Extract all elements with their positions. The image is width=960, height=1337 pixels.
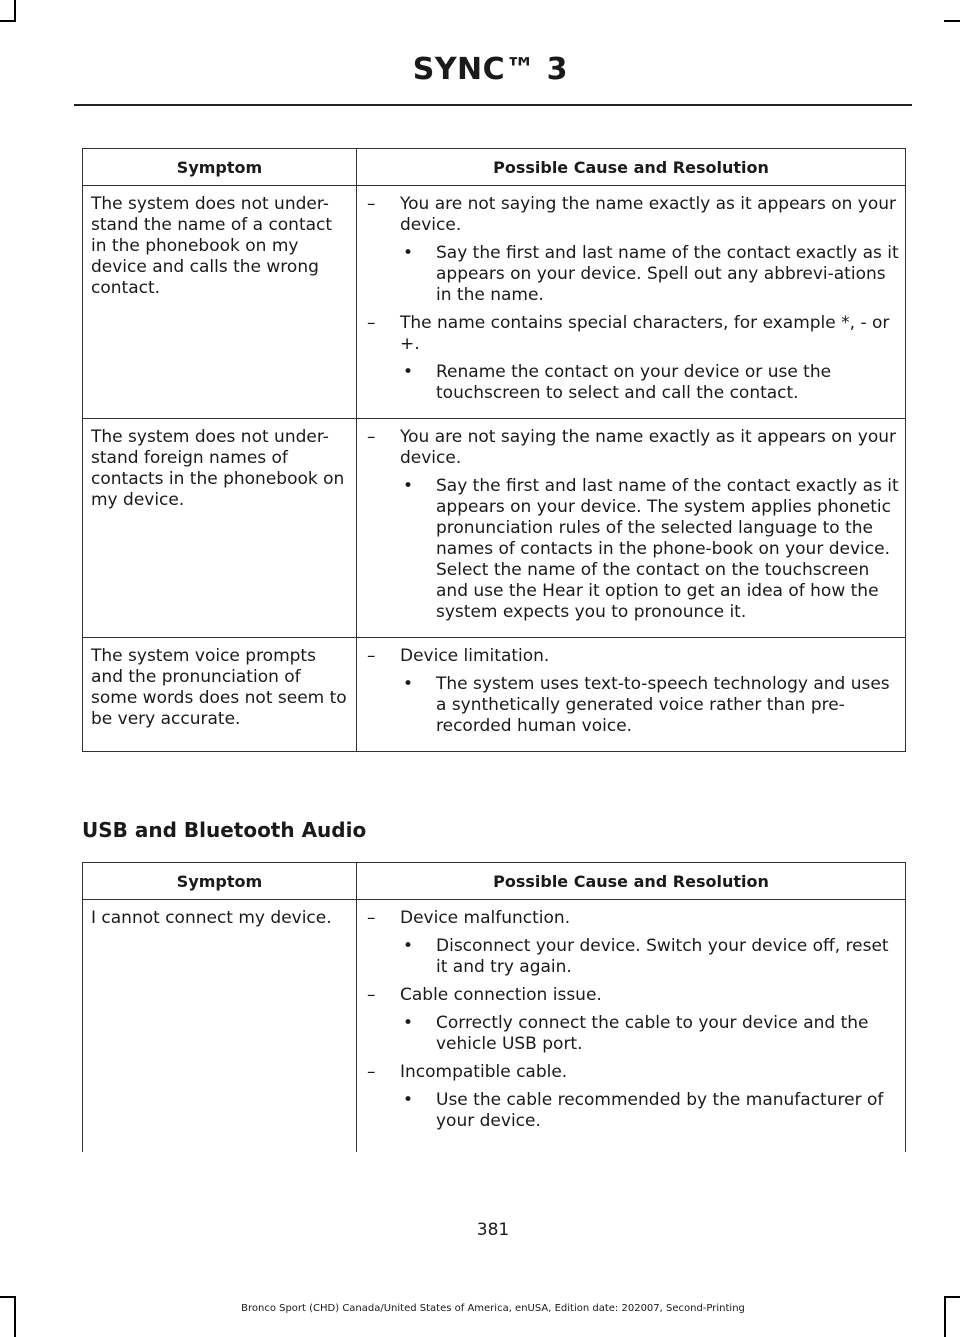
dash-marker: – [367,985,376,1005]
cause-body [400,427,899,623]
cause-text: The name contains special characters, for example *, - or +. [400,313,890,354]
resolution-item [400,1013,899,1055]
resolution-text: Correctly connect the cable to your device and the vehicle USB port. [436,1013,869,1054]
column-header-cause: Possible Cause and Resolution [357,149,906,186]
cause-item [365,985,899,1055]
cause-body [400,313,899,404]
symptom-cell: I cannot connect my device. [83,900,357,1153]
dash-marker: – [367,427,376,447]
bullet-marker: • [403,936,414,956]
crop-mark-bottom-left-h [0,1296,16,1298]
cause-cell [357,186,906,419]
page-number: 381 [476,1220,510,1240]
table-header-row [83,863,906,900]
symptom-cell: The system does not under-stand foreign names of contacts in the phonebook on my device. [83,419,357,638]
cause-item [365,1062,899,1132]
table-header-row [83,149,906,186]
bullet-marker: • [403,362,414,382]
table-row [83,419,906,638]
resolution-text: Say the first and last name of the contact exactly as it appears on your device. Spell out any abbrevi-ations in the name. [436,243,899,305]
dash-marker: – [367,313,376,333]
column-header-cause: Possible Cause and Resolution [357,863,906,900]
crop-mark-top-left-h [0,20,16,22]
cause-item [365,908,899,978]
cause-body [400,1062,899,1132]
cause-text: You are not saying the name exactly as it appears on your device. [400,194,897,235]
resolution-item [400,1090,899,1132]
resolution-item [400,243,899,306]
cause-body [400,908,899,978]
page-header-title: SYNC™ 3 [412,52,568,87]
cause-text: You are not saying the name exactly as it appears on your device. [400,427,897,468]
footer-edition-info: Bronco Sport (CHD) Canada/United States of America, enUSA, Edition date: 202007, Second-Printing [241,1303,745,1314]
resolution-item [400,476,899,623]
troubleshooting-table-contacts [82,148,906,752]
dash-marker: – [367,1062,376,1082]
bullet-marker: • [403,1090,414,1110]
resolution-item [400,674,899,737]
bullet-marker: • [403,243,414,263]
section-heading: USB and Bluetooth Audio [82,818,367,842]
cause-body [400,985,899,1055]
bullet-marker: • [403,476,414,496]
resolution-item [400,936,899,978]
table-row [83,900,906,1153]
cause-cell [357,419,906,638]
crop-mark-top-left-v [14,0,16,22]
cause-cell [357,638,906,752]
column-header-symptom: Symptom [83,149,357,186]
dash-marker: – [367,194,376,214]
crop-mark-top-right-h [944,20,960,22]
header-divider [74,104,912,106]
resolution-item [400,362,899,404]
table-row [83,186,906,419]
cause-item [365,313,899,404]
cause-text: Cable connection issue. [400,985,602,1005]
resolution-text: Say the first and last name of the contact exactly as it appears on your device. The system applies phonetic pronunciation rules of the selected language to the names of contacts in the phone-book on your device. Select the name of the contact on the touchscreen and use the Hear it option to get an idea of how the system expects you to pronounce it. [436,476,899,622]
bullet-marker: • [403,674,414,694]
bullet-marker: • [403,1013,414,1033]
symptom-cell: The system does not under-stand the name of a contact in the phonebook on my device and calls the wrong contact. [83,186,357,419]
symptom-cell: The system voice prompts and the pronunciation of some words does not seem to be very accurate. [83,638,357,752]
cause-item [365,646,899,737]
dash-marker: – [367,908,376,928]
crop-mark-bottom-right-h [944,1296,960,1298]
table-row [83,638,906,752]
resolution-text: Rename the contact on your device or use the touchscreen to select and call the contact. [436,362,832,403]
cause-text: Device malfunction. [400,908,571,928]
resolution-text: Disconnect your device. Switch your device off, reset it and try again. [436,936,889,977]
cause-body [400,646,899,737]
cause-cell [357,900,906,1153]
column-header-symptom: Symptom [83,863,357,900]
cause-item [365,194,899,306]
resolution-text: Use the cable recommended by the manufacturer of your device. [436,1090,884,1131]
dash-marker: – [367,646,376,666]
troubleshooting-table-usb-bluetooth [82,862,906,1152]
resolution-text: The system uses text-to-speech technology and uses a synthetically generated voice rather than pre-recorded human voice. [436,674,890,736]
cause-text: Incompatible cable. [400,1062,568,1082]
cause-item [365,427,899,623]
cause-text: Device limitation. [400,646,550,666]
cause-body [400,194,899,306]
